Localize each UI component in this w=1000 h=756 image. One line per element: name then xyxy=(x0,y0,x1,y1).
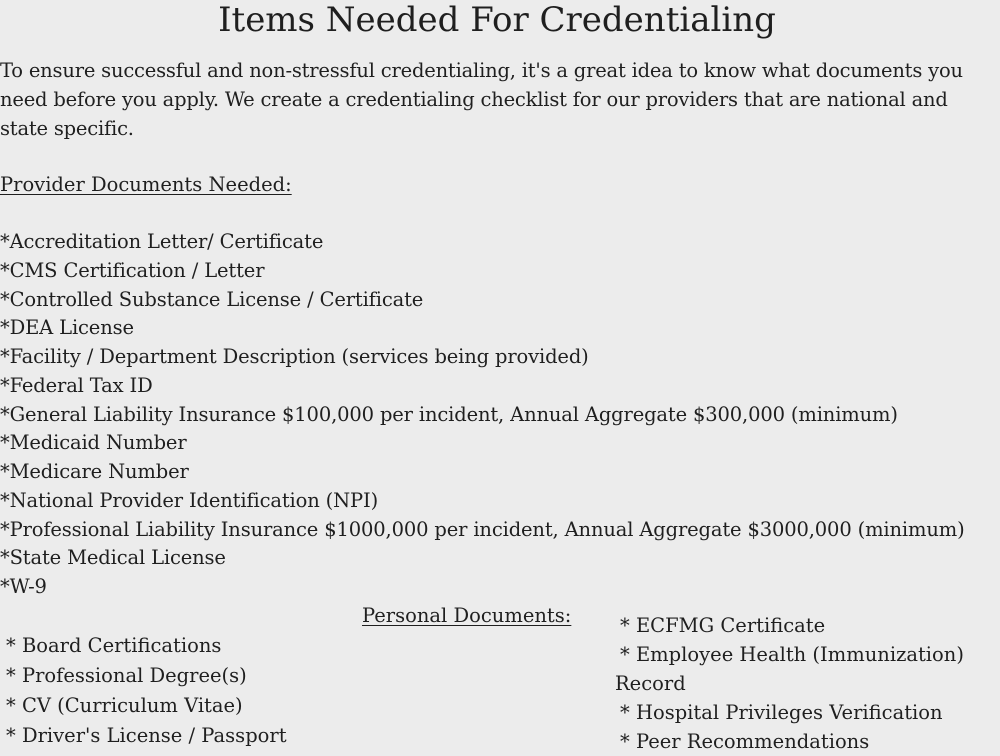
list-item: *Medicaid Number xyxy=(0,431,187,455)
list-item: *W-9 xyxy=(0,575,47,598)
list-item: *Facility / Department Description (services being provided) xyxy=(0,345,589,368)
personal-documents-heading: Personal Documents: xyxy=(362,604,572,627)
list-item: *DEA License xyxy=(0,316,134,340)
personal-documents-right-list xyxy=(615,611,964,756)
personal-documents-left-list xyxy=(6,631,287,751)
list-item: *Controlled Substance License / Certificate xyxy=(0,287,424,311)
list-item: * CV (Curriculum Vitae) xyxy=(6,694,243,717)
list-item: * Board Certifications xyxy=(6,634,222,657)
list-item: * Peer Recommendations xyxy=(620,730,870,753)
list-item: * ECFMG Certificate xyxy=(620,614,826,637)
list-item: * Professional Degree(s) xyxy=(6,664,247,687)
list-item: *State Medical License xyxy=(0,546,226,570)
list-item: *Federal Tax ID xyxy=(0,373,153,397)
list-item: * Driver's License / Passport xyxy=(6,724,287,747)
list-item: *National Provider Identification (NPI) xyxy=(0,488,379,512)
intro-paragraph: To ensure successful and non-stressful credentialing, it's a great idea to know what documents you need before you apply. We create a credentialing checklist for our providers that are national and state specific. xyxy=(0,59,963,140)
list-item: *General Liability Insurance $100,000 per incident, Annual Aggregate $300,000 (minimum) xyxy=(0,402,898,426)
provider-documents-heading: Provider Documents Needed: xyxy=(0,173,292,196)
list-item: *Accreditation Letter/ Certificate xyxy=(0,230,324,253)
provider-documents-list xyxy=(0,228,965,602)
list-item-continuation: Record xyxy=(615,672,686,695)
list-item: *Medicare Number xyxy=(0,460,189,483)
list-item: * Hospital Privileges Verification xyxy=(620,701,943,724)
list-item: *CMS Certification / Letter xyxy=(0,258,265,282)
list-item: *Professional Liability Insurance $1000,000 per incident, Annual Aggregate $3000,000 (minimum) xyxy=(0,517,965,541)
list-item: * Employee Health (Immunization) xyxy=(620,643,964,666)
page-title: Items Needed For Credentialing xyxy=(218,0,776,40)
